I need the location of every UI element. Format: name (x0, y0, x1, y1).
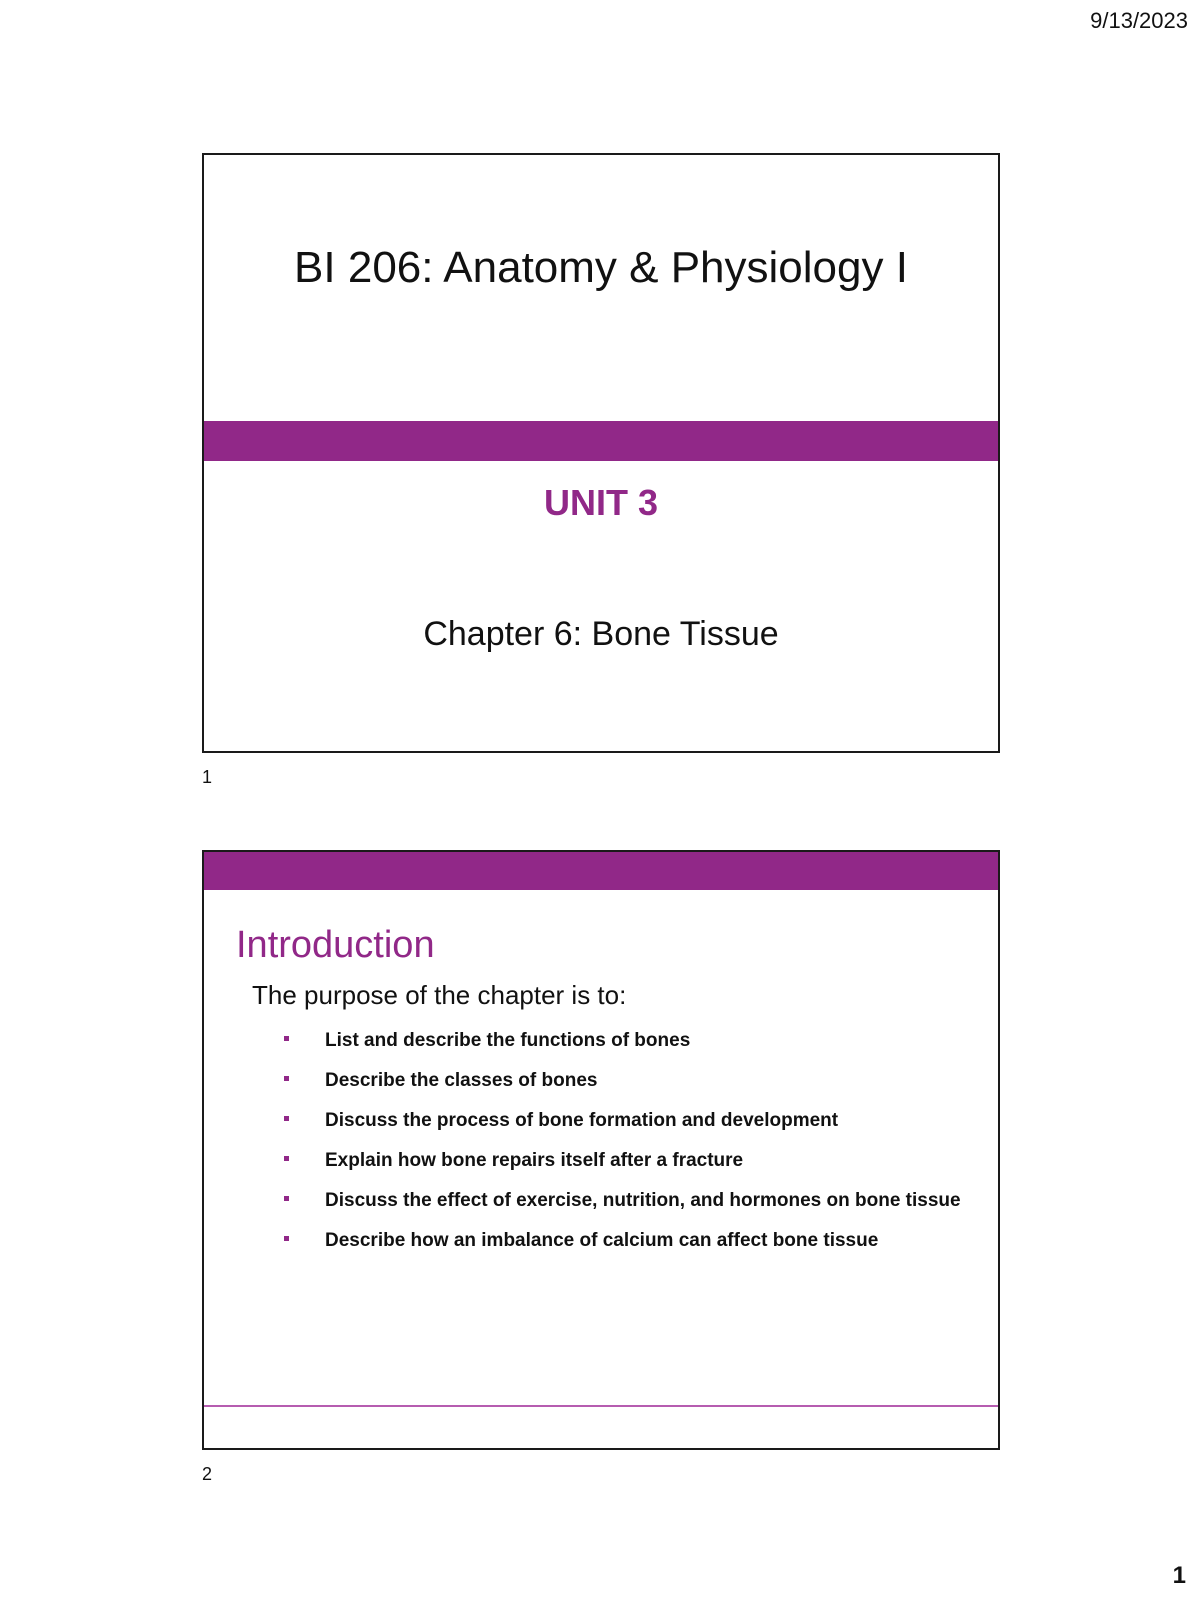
bullet-icon (284, 1076, 289, 1081)
list-item (284, 1026, 961, 1066)
slide-2 (202, 850, 1000, 1450)
list-item (284, 1066, 961, 1106)
bullet-icon (284, 1156, 289, 1161)
list-item-text: Describe how an imbalance of calcium can affect bone tissue (325, 1230, 879, 1251)
footer-divider (204, 1405, 998, 1407)
list-item (284, 1146, 961, 1186)
slide-1 (202, 153, 1000, 753)
page-date: 9/13/2023 (1090, 8, 1188, 33)
accent-bar (204, 421, 998, 461)
bullet-icon (284, 1036, 289, 1041)
page-number: 1 (1172, 1562, 1186, 1589)
list-item (284, 1186, 961, 1226)
slide-number-2: 2 (202, 1464, 213, 1484)
list-item-text: Discuss the effect of exercise, nutrition, and hormones on bone tissue (325, 1190, 961, 1211)
list-item (284, 1226, 961, 1266)
bullet-list (284, 1026, 961, 1266)
list-item (284, 1106, 961, 1146)
bullet-icon (284, 1236, 289, 1241)
list-item-text: Explain how bone repairs itself after a fracture (325, 1150, 744, 1171)
list-item-text: List and describe the functions of bones (325, 1030, 691, 1051)
slide-lead-text: The purpose of the chapter is to: (252, 980, 627, 1010)
slide-title: BI 206: Anatomy & Physiology I (294, 243, 908, 292)
unit-label: UNIT 3 (543, 482, 658, 523)
bullet-icon (284, 1196, 289, 1201)
list-item-text: Describe the classes of bones (325, 1070, 598, 1091)
slide-number-1: 1 (202, 767, 213, 787)
accent-bar (204, 852, 998, 890)
slide-title: Introduction (236, 924, 435, 966)
bullet-icon (284, 1116, 289, 1121)
chapter-title: Chapter 6: Bone Tissue (423, 615, 779, 653)
list-item-text: Discuss the process of bone formation and development (325, 1110, 839, 1131)
